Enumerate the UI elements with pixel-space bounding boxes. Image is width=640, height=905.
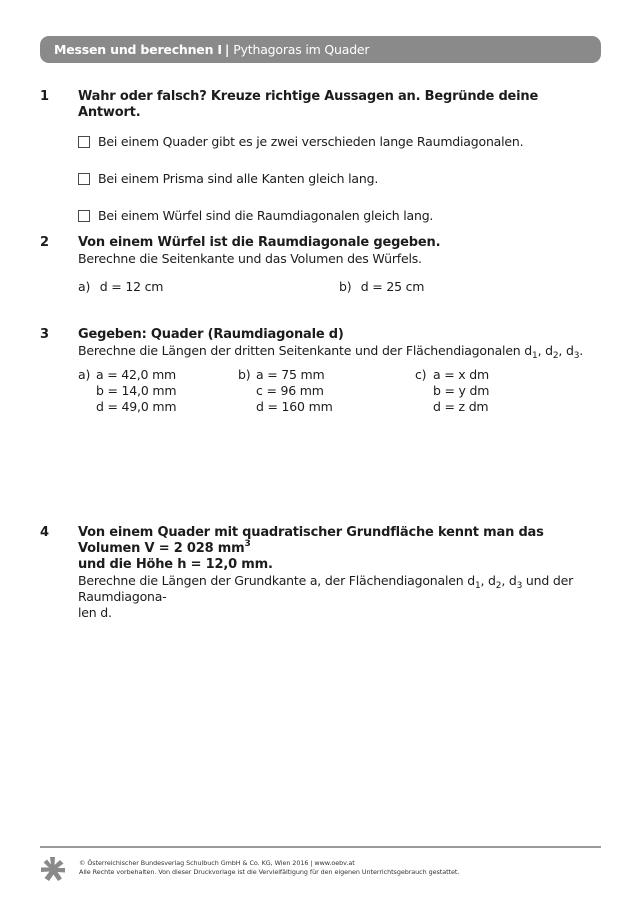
task-number: 4 bbox=[40, 525, 50, 540]
statement-checkbox[interactable] bbox=[78, 173, 90, 185]
period: . bbox=[579, 343, 584, 358]
subtask-columns bbox=[78, 367, 600, 415]
header-bar bbox=[40, 36, 601, 63]
given-value: a = 42,0 mm bbox=[96, 367, 177, 382]
comma: , bbox=[501, 573, 509, 588]
d-letter: d bbox=[508, 573, 517, 588]
given-value: d = 160 mm bbox=[256, 399, 333, 414]
subtask-a bbox=[78, 367, 238, 415]
comma: , bbox=[537, 343, 546, 358]
subtask-label: c) bbox=[415, 367, 427, 382]
subtask-row bbox=[78, 279, 600, 295]
subscript: 1 bbox=[532, 351, 538, 361]
d-letter: d bbox=[565, 343, 574, 358]
subscript: 2 bbox=[495, 581, 502, 591]
given-value: b = 14,0 mm bbox=[96, 383, 177, 398]
subscript: 1 bbox=[474, 581, 481, 591]
statement-row bbox=[78, 171, 600, 187]
statement-checkbox[interactable] bbox=[78, 136, 90, 148]
given-value: a = 75 mm bbox=[256, 367, 325, 382]
header-topic: Pythagoras im Quader bbox=[233, 42, 370, 57]
subtask-label: b) bbox=[339, 279, 352, 294]
subtask-label: a) bbox=[78, 279, 91, 294]
subtask-label: a) bbox=[78, 367, 91, 382]
task-title-line2: und die Höhe h = 12,0 mm. bbox=[78, 557, 273, 572]
header-separator: | bbox=[224, 42, 230, 57]
statement-row bbox=[78, 208, 600, 224]
footer-line-2: Alle Rechte vorbehalten. Von dieser Druckvorlage ist die Vervielfältigung für den eigenen Unterrichtsgebrauch gestattet. bbox=[79, 868, 460, 876]
d-letter: d bbox=[545, 343, 553, 358]
subscript: 3 bbox=[573, 351, 580, 361]
instruction-text: Berechne die Längen der Grundkante a, der Flächendiagonalen d bbox=[78, 573, 475, 588]
comma: , bbox=[480, 573, 489, 588]
statement-row bbox=[78, 134, 600, 150]
given-value: b = y dm bbox=[433, 383, 490, 398]
instruction-text: Berechne die Längen der dritten Seitenkante und der Flächendiagonalen d bbox=[78, 343, 533, 358]
task-title: Von einem Würfel ist die Raumdiagonale gegeben. bbox=[78, 235, 441, 250]
task-number: 3 bbox=[40, 327, 50, 342]
statement-text: Bei einem Prisma sind alle Kanten gleich lang. bbox=[98, 171, 379, 186]
subscript: 3 bbox=[516, 581, 523, 591]
superscript: 3 bbox=[244, 539, 251, 549]
subtask-value: d = 12 cm bbox=[99, 279, 164, 294]
task-title bbox=[78, 525, 600, 557]
task-title: Gegeben: Quader (Raumdiagonale d) bbox=[78, 327, 344, 342]
footer-line-1: © Österreichischer Bundesverlag Schulbuch GmbH & Co. KG, Wien 2016 | www.oebv.at bbox=[79, 859, 355, 867]
subtask-a bbox=[78, 279, 339, 295]
footer-copyright bbox=[79, 859, 459, 877]
task-number: 1 bbox=[40, 89, 50, 104]
given-value: d = z dm bbox=[433, 399, 489, 414]
task-number: 2 bbox=[40, 235, 50, 250]
subtask-value: d = 25 cm bbox=[360, 279, 425, 294]
d-letter: d bbox=[488, 573, 496, 588]
statement-text: Bei einem Würfel sind die Raumdiagonalen gleich lang. bbox=[98, 208, 434, 223]
footer-divider bbox=[40, 846, 601, 848]
subtask-label: b) bbox=[238, 367, 251, 382]
comma: , bbox=[558, 343, 566, 358]
subscript: 2 bbox=[552, 351, 559, 361]
subtask-c bbox=[415, 367, 575, 415]
task-instruction bbox=[78, 573, 600, 605]
statement-checkbox[interactable] bbox=[78, 210, 90, 222]
subtask-b bbox=[238, 367, 415, 415]
given-value: a = x dm bbox=[433, 367, 489, 382]
given-value: d = 49,0 mm bbox=[96, 399, 177, 414]
task-instruction: Berechne die Seitenkante und das Volumen des Würfels. bbox=[78, 251, 422, 266]
oebv-star-logo-icon bbox=[40, 856, 66, 882]
given-value: c = 96 mm bbox=[256, 383, 324, 398]
task-title: Wahr oder falsch? Kreuze richtige Aussagen an. Begründe deine Antwort. bbox=[78, 89, 539, 120]
task-instruction-line2: len d. bbox=[78, 605, 112, 620]
instruction-text: und der Raumdiagona- bbox=[78, 573, 574, 604]
subtask-b bbox=[339, 279, 600, 295]
statement-text: Bei einem Quader gibt es je zwei verschieden lange Raumdiagonalen. bbox=[98, 134, 524, 149]
title-text: Von einem Quader mit quadratischer Grundfläche kennt man das Volumen V = 2 028 mm bbox=[78, 525, 544, 556]
task-instruction bbox=[78, 343, 600, 359]
header-section: Messen und berechnen I bbox=[54, 42, 222, 57]
